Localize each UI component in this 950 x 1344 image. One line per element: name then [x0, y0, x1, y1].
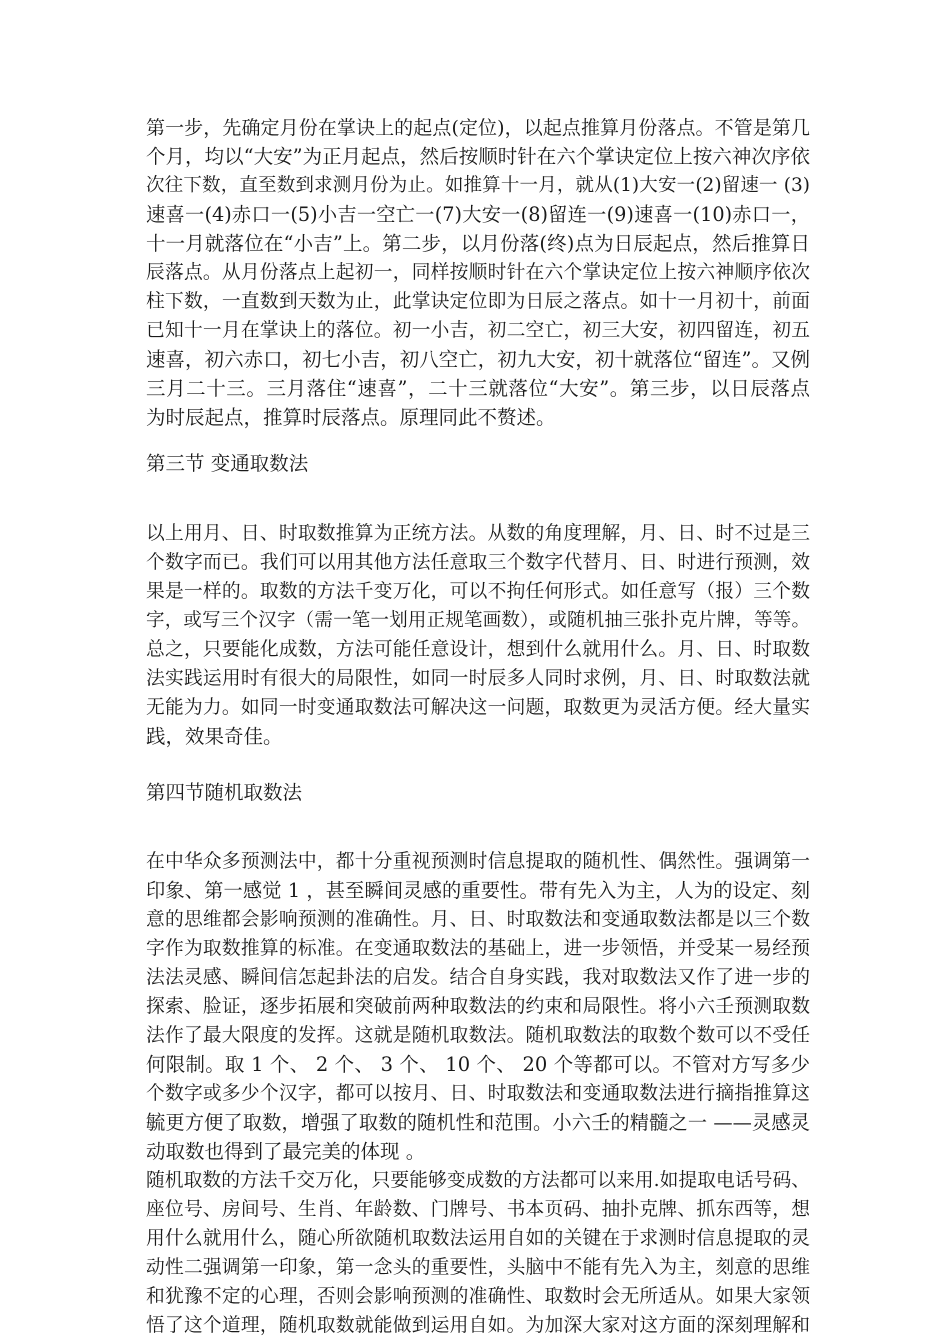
- paragraph3-line: 毓更方便了取数，增强了取数的随机性和范围。小六壬的精髓之一 ——灵感灵: [146, 1111, 810, 1134]
- paragraph3-line: 何限制。取 1 个、 2 个、 3 个、 10 个、 20 个等都可以。不管对方写多少: [146, 1053, 810, 1076]
- paragraph3-line: 个数字或多少个汉字，都可以按月、日、时取数法和变通取数法进行摘指推算这: [146, 1083, 810, 1104]
- paragraph4-line: 座位号、房间号、生肖、年龄数、门牌号、书本页码、抽扑克牌、抓东西等，想: [146, 1199, 810, 1220]
- paragraph2-line: 践，效果奇佳。: [146, 725, 283, 748]
- paragraph1-line: 柱下数，一直数到天数为止，此掌诀定位即为日辰之落点。如十一月初十，前面: [146, 291, 810, 312]
- paragraph3-line: 动取数也得到了最完美的体现 。: [146, 1140, 426, 1163]
- paragraph2-line: 以上用月、日、时取数推算为正统方法。从数的角度理解，月、日、时不过是三: [146, 523, 810, 544]
- paragraph1-line: 已知十一月在掌诀上的落位。初一小吉，初二空亡，初三大安，初四留连，初五: [146, 320, 810, 341]
- paragraph3-line: 法作了最大限度的发挥。这就是随机取数法。随机取数法的取数个数可以不受任: [146, 1025, 810, 1046]
- paragraph1-line: 三月二十三。三月落住“速喜”，二十三就落位“大安”。第三步，以日辰落点: [146, 377, 810, 400]
- paragraph3-line: 法法灵感、瞬间信怎起卦法的启发。结合自身实践，我对取数法又作了进一步的: [146, 967, 810, 988]
- paragraph1-line: 十一月就落位在“小吉”上。第二步，以月份落(终)点为日辰起点，然后推算日: [146, 232, 810, 255]
- paragraph4-line: 用什么就用什么，随心所欲随机取数法运用自如的关键在于求测时信息提取的灵: [146, 1228, 810, 1249]
- section-heading-4: 第四节随机取数法: [146, 781, 303, 804]
- paragraph4-line: 随机取数的方法千交万化，只要能够变成数的方法都可以来用.如提取电话号码、: [146, 1170, 810, 1191]
- paragraph2-line: 总之，只要能化成数，方法可能任意设计，想到什么就用什么。月、日、时取数: [146, 639, 810, 660]
- paragraph3-line: 意的思维都会影响预测的准确性。月、日、时取数法和变通取数法都是以三个数: [146, 909, 810, 930]
- paragraph3-line: 探索、脸证，逐步拓展和突破前两种取数法的约束和局限性。将小六壬预测取数: [146, 996, 810, 1017]
- paragraph1-line: 为时辰起点，推算时辰落点。原理同此不赘述。: [146, 406, 556, 429]
- paragraph1-line: 辰落点。从月份落点上起初一，同样按顺时针在六个掌诀定位上按六神顺序依次: [146, 262, 810, 283]
- paragraph3-line: 在中华众多预测法中，都十分重视预测时信息提取的随机性、偶然性。强调第一: [146, 851, 810, 872]
- paragraph4-line: 悟了这个道理，随机取数就能做到运用自如。为加深大家对这方面的深刻理解和: [146, 1315, 810, 1336]
- paragraph4-line: 动性二强调第一印象，第一念头的重要性，头脑中不能有先入为主，刻意的思维: [146, 1257, 810, 1278]
- section-heading-3: 第三节 变通取数法: [146, 452, 309, 475]
- paragraph2-line: 果是一样的。取数的方法千变万化，可以不拘任何形式。如任意写（报）三个数: [146, 581, 810, 602]
- paragraph1-line: 速喜，初六赤口，初七小吉，初八空亡，初九大安，初十就落位“留连”。又例: [146, 348, 810, 371]
- paragraph4-line: 和犹豫不定的心理，否则会影响预测的准确性、取数时会无所适从。如果大家领: [146, 1286, 810, 1307]
- paragraph3-line: 字作为取数推算的标准。在变通取数法的基础上，进一步领悟，并受某一易经预: [146, 938, 810, 959]
- paragraph1-line: 速喜一(4)赤口一(5)小吉一空亡一(7)大安一(8)留连一(9)速喜一(10)赤口一，: [146, 203, 810, 226]
- paragraph2-line: 字，或写三个汉字（需一笔一划用正规笔画数），或随机抽三张扑克片牌，等等。: [146, 610, 810, 631]
- paragraph2-line: 个数字而已。我们可以用其他方法任意取三个数字代替月、日、时进行预测，效: [146, 552, 810, 573]
- paragraph1-line: 次往下数，直至数到求测月份为止。如推算十一月，就从(1)大安一(2)留速一 (3): [146, 175, 810, 196]
- paragraph1-line: 第一步，先确定月份在掌诀上的起点(定位)，以起点推算月份落点。不管是第几: [146, 117, 810, 139]
- paragraph1-line: 个月，均以“大安”为正月起点，然后按顺时针在六个掌诀定位上按六神次序依: [146, 145, 810, 168]
- paragraph3-line: 印象、第一感觉 1 ，甚至瞬间灵感的重要性。带有先入为主，人为的设定、刻: [146, 879, 810, 902]
- paragraph2-line: 无能为力。如同一时变通取数法可解决这一问题，取数更为灵活方便。经大量实: [146, 697, 810, 718]
- paragraph2-line: 法实践运用时有很大的局限性，如同一时辰多人同时求例，月、日、时取数法就: [146, 668, 810, 689]
